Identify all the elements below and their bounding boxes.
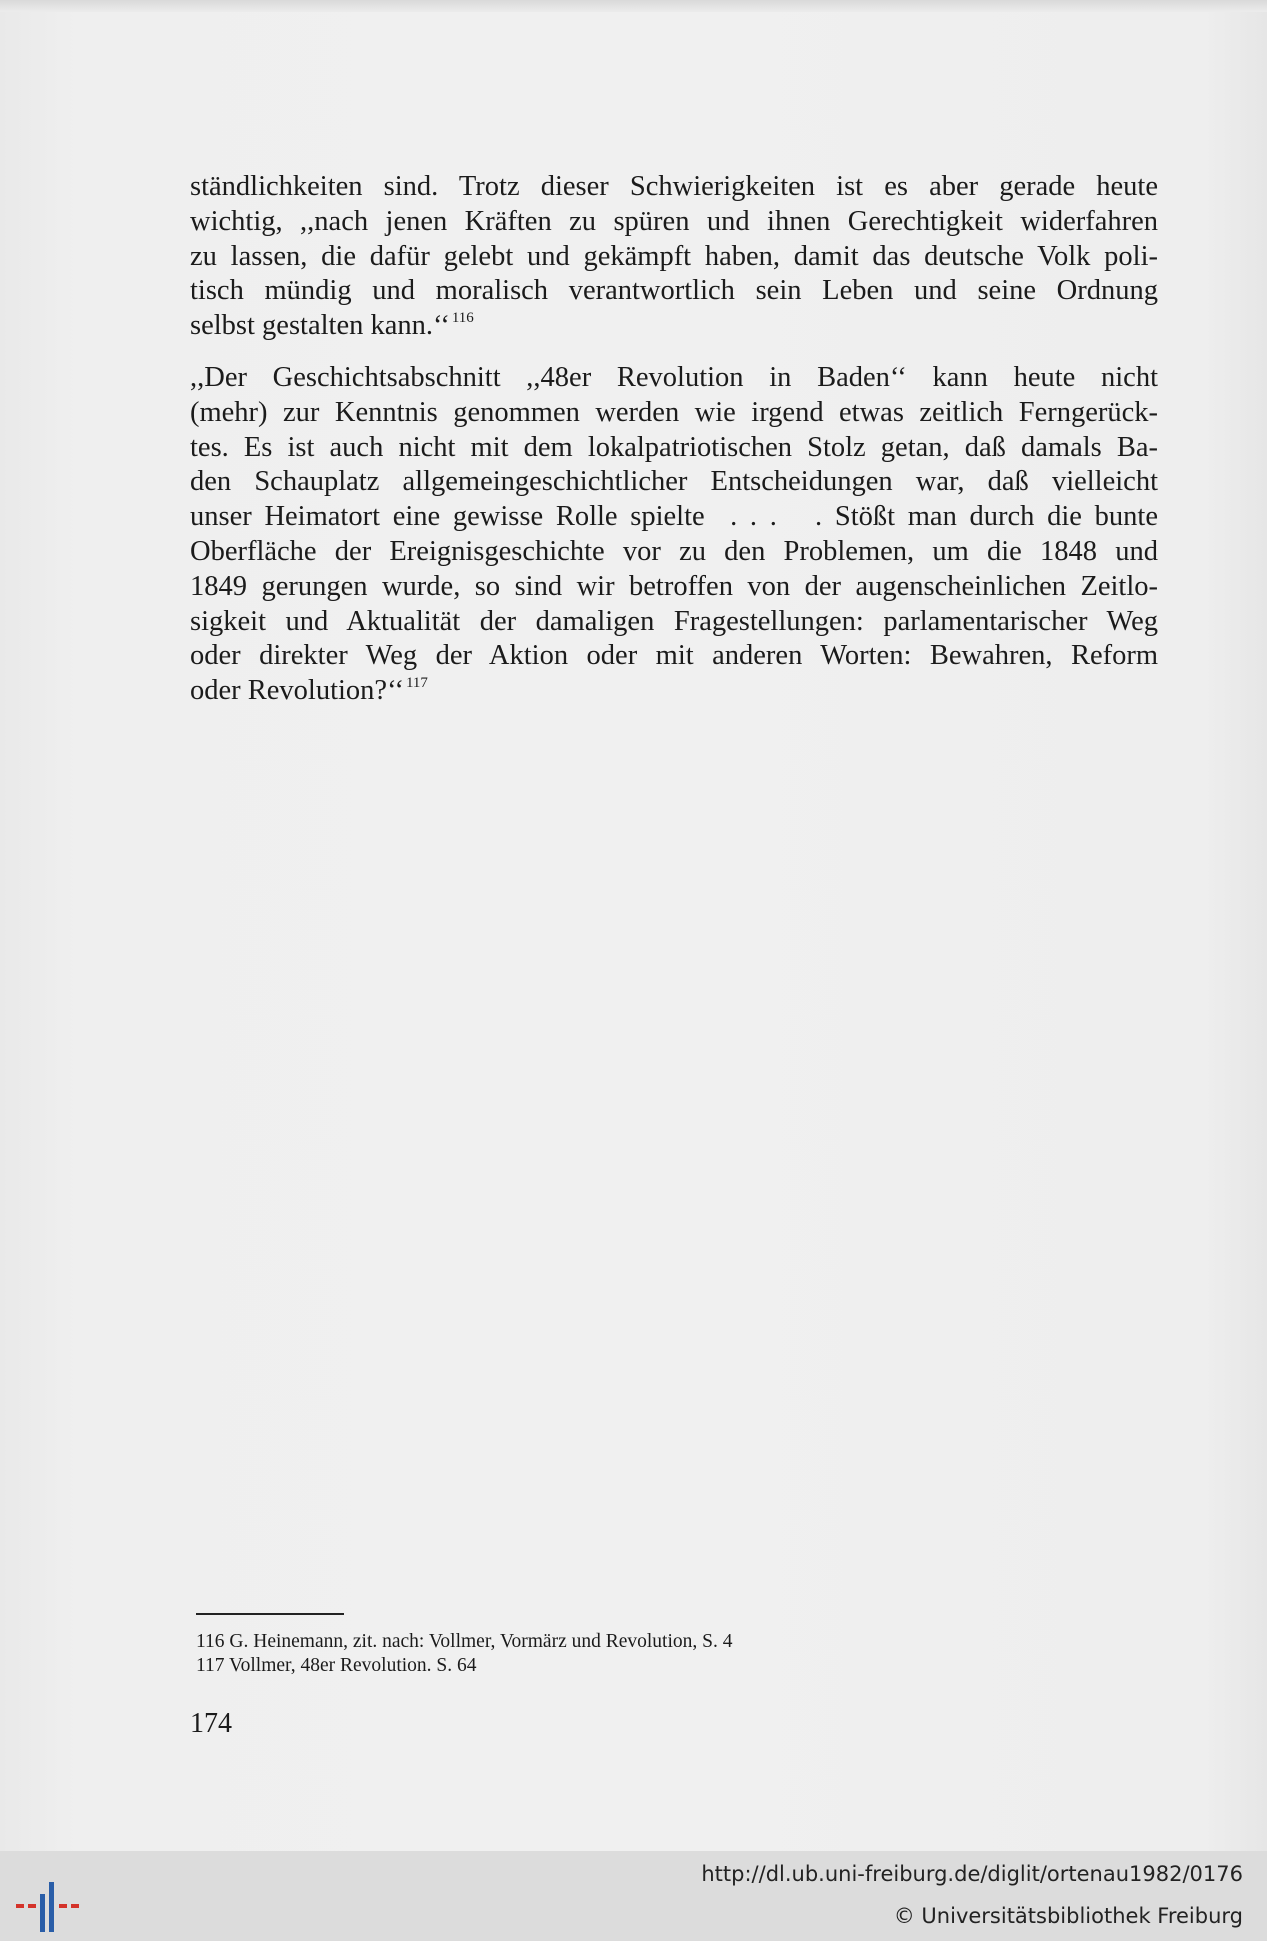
text-line: den Schauplatz allgemeingeschichtlicher Entscheidungen war, daß vielleicht (190, 466, 1158, 498)
footnote-116: 116 G. Heinemann, zit. nach: Vollmer, Vormärz und Revolution, S. 4 (196, 1631, 733, 1652)
text-line: unser Heimatort eine gewisse Rolle spielte . . . . Stößt man durch die bunte (190, 501, 1158, 533)
permalink-url[interactable] (701, 1862, 1243, 1886)
text-line: Oberfläche der Ereignisgeschichte vor zu den Problemen, um die 1848 und (190, 535, 1158, 567)
page-top-edge (0, 0, 1267, 12)
copyright-notice: © Universitätsbibliothek Freiburg (893, 1904, 1243, 1928)
footnote-separator (196, 1613, 344, 1615)
text-line: tisch mündig und moralisch verantwortlich sein Leben und seine Ordnung (190, 275, 1158, 307)
permalink-link[interactable]: http://dl.ub.uni-freiburg.de/diglit/ortenau1982/0176 (701, 1862, 1243, 1886)
text-line: sigkeit und Aktualität der damaligen Fragestellungen: parlamentarischer Weg (190, 605, 1158, 637)
text-line: (mehr) zur Kenntnis genommen werden wie irgend etwas zeitlich Ferngerück- (190, 396, 1158, 428)
text-line: 1849 gerungen wurde, so sind wir betroffen von der augenscheinlichen Zeitlo- (190, 570, 1158, 602)
text-line: ständlichkeiten sind. Trotz dieser Schwierigkeiten ist es aber gerade heute (190, 171, 1158, 202)
paragraph-1 (190, 170, 1158, 344)
text-line: tes. Es ist auch nicht mit dem lokalpatriotischen Stolz getan, daß damals Ba- (190, 431, 1158, 463)
footnote-ref-117[interactable]: 117 (405, 675, 428, 692)
page-number: 174 (190, 1708, 232, 1739)
paragraph-2 (190, 361, 1158, 709)
ub-freiburg-logo-icon[interactable] (16, 1882, 80, 1932)
text-line: wichtig, ,,nach jenen Kräften zu spüren und ihnen Gerechtigkeit widerfahren (190, 205, 1158, 237)
text-line: ,,Der Geschichtsabschnitt ,,48er Revolution in Baden‘‘ kann heute nicht (190, 362, 1158, 393)
footnote-ref-116[interactable]: 116 (451, 310, 474, 327)
text-line: selbst gestalten kann.‘‘ $^{116}$ (190, 310, 474, 342)
text-line: oder Revolution?‘‘ $^{117}$ (190, 675, 428, 707)
footnote-117: 117 Vollmer, 48er Revolution. S. 64 (196, 1655, 477, 1676)
text-line: oder direkter Weg der Aktion oder mit anderen Worten: Bewahren, Reform (190, 640, 1158, 672)
text-line: zu lassen, die dafür gelebt und gekämpft haben, damit das deutsche Volk poli- (190, 240, 1158, 272)
